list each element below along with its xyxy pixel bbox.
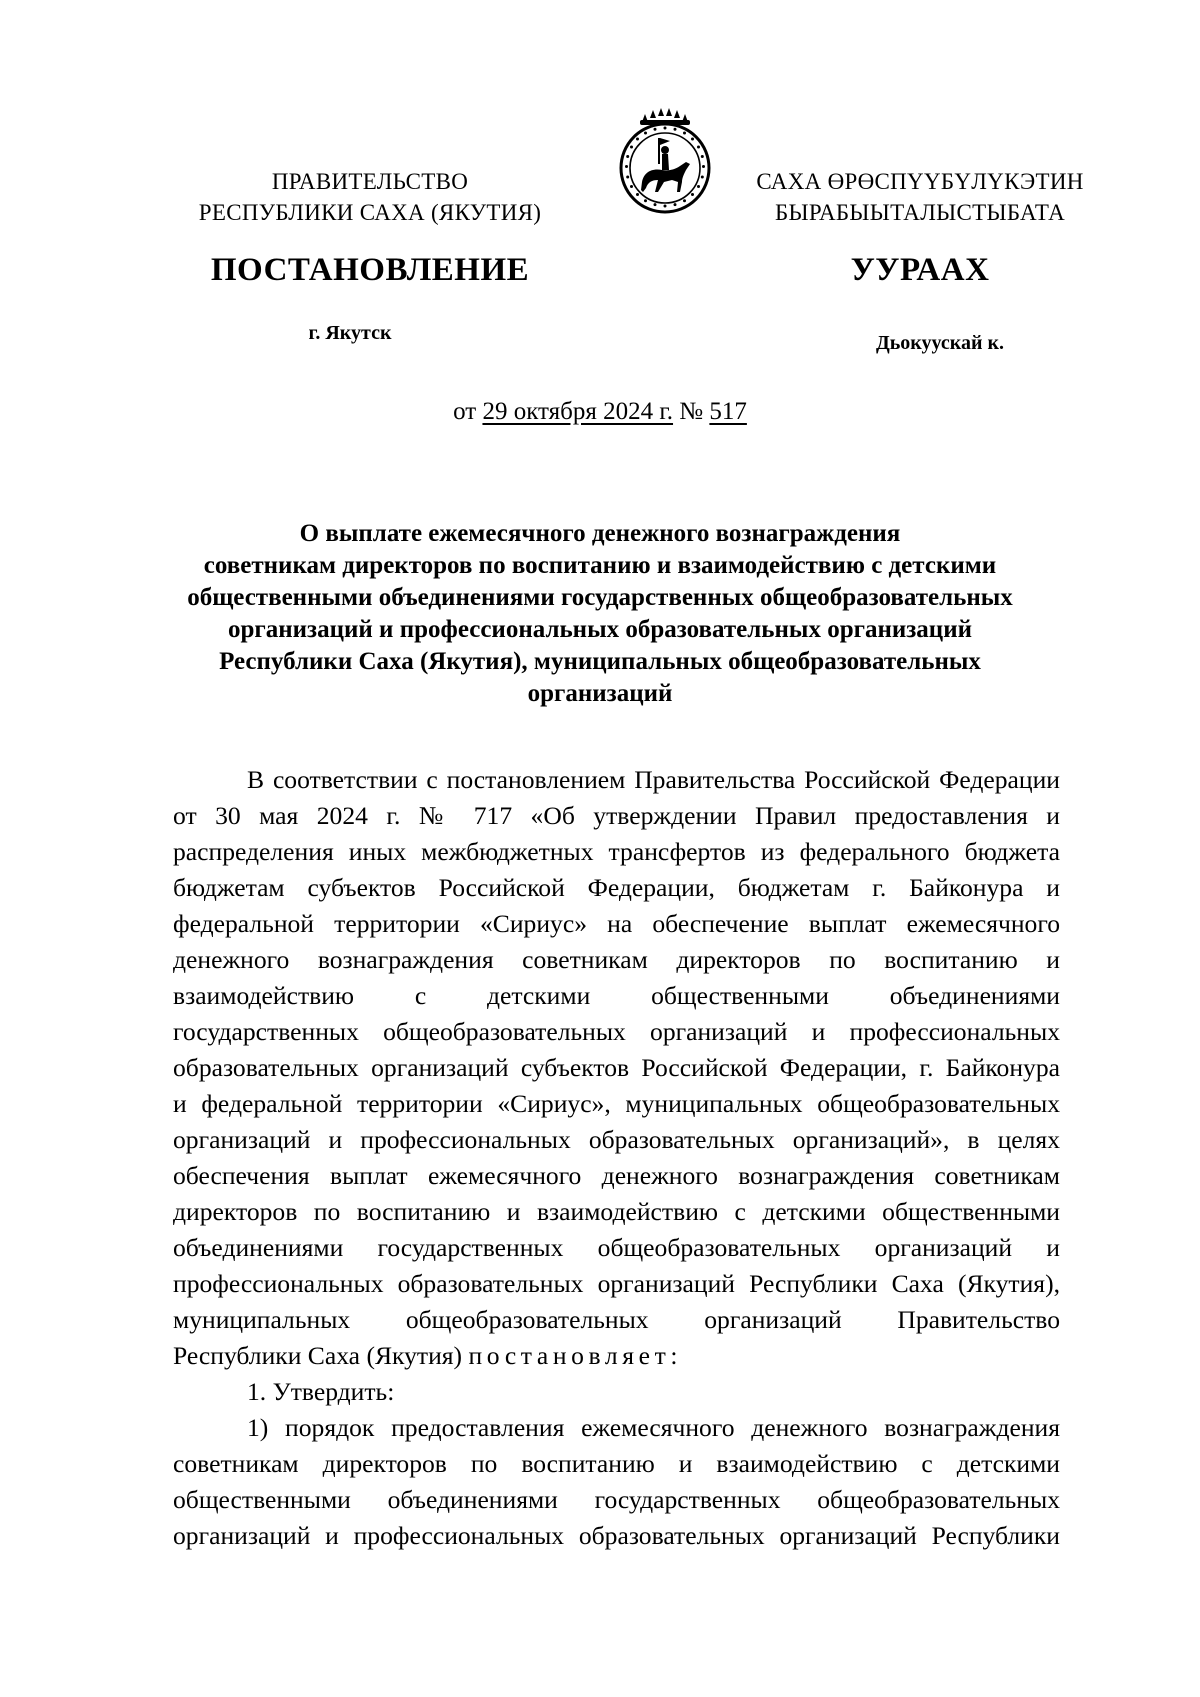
preamble-line: В соответствии с постановлением Правительства Российской Федерации xyxy=(247,765,1060,794)
title-line: общественными объединениями государственных общеобразовательных xyxy=(187,584,1013,611)
preamble-line: денежного вознаграждения советникам директоров по воспитанию и xyxy=(173,945,1060,974)
preamble-last-line xyxy=(173,1338,1060,1374)
issuer-sah-line1: САХА ӨРӨСПҮҮБҮЛҮКЭТИН xyxy=(756,169,1084,194)
date-number-line xyxy=(0,398,1200,426)
document-number: 517 xyxy=(709,398,747,425)
preamble-line: обеспечения выплат ежемесячного денежного вознаграждения советникам xyxy=(173,1161,1060,1190)
title-line: организаций xyxy=(527,680,673,707)
doc-type-sah: УУРААХ xyxy=(850,252,990,288)
doc-type-ru: ПОСТАНОВЛЕНИЕ xyxy=(210,252,530,288)
preamble-line: директоров по воспитанию и взаимодействию с детскими общественными xyxy=(173,1197,1060,1226)
preamble-line: от 30 мая 2024 г. № 717 «Об утверждении Правил предоставления и xyxy=(173,801,1060,830)
issuer-ru-line2: РЕСПУБЛИКИ САХА (ЯКУТИЯ) xyxy=(198,200,542,225)
preamble-line: распределения иных межбюджетных трансфертов из федерального бюджета xyxy=(173,837,1060,866)
preamble-line: государственных общеобразовательных организаций и профессиональных xyxy=(173,1017,1060,1046)
date-prefix: от xyxy=(453,398,483,425)
title-line: организаций и профессиональных образовательных организаций xyxy=(227,616,973,643)
title-line: советникам директоров по воспитанию и взаимодействию с детскими xyxy=(203,552,997,579)
preamble-line: взаимодействию с детскими общественными объединениями xyxy=(173,981,1060,1010)
preamble-line: объединениями государственных общеобразовательных организаций и xyxy=(173,1233,1060,1262)
decree-word: постановляет: xyxy=(468,1341,683,1370)
title-line: О выплате ежемесячного денежного вознаграждения xyxy=(299,520,901,547)
preamble-line: организаций и профессиональных образовательных организаций», в целях xyxy=(173,1125,1060,1154)
subitem-line: организаций и профессиональных образовательных организаций Республики xyxy=(173,1521,1060,1550)
city-sah: Дьокуускай к. xyxy=(875,332,1005,354)
city-ru: г. Якутск xyxy=(308,322,392,344)
issuer-ru-line1: ПРАВИТЕЛЬСТВО xyxy=(271,169,469,194)
preamble-line: образовательных организаций субъектов Российской Федерации, г. Байконура xyxy=(173,1053,1060,1082)
preamble-line: и федеральной территории «Сириус», муниципальных общеобразовательных xyxy=(173,1089,1060,1118)
subitem-line: 1) порядок предоставления ежемесячного денежного вознаграждения xyxy=(247,1413,1060,1442)
preamble-last: Республики Саха (Якутия) xyxy=(173,1341,463,1370)
document-date: 29 октября 2024 г. xyxy=(482,398,674,425)
number-label: № xyxy=(673,398,710,425)
document-title xyxy=(150,518,1050,710)
issuer-sah xyxy=(740,166,1100,228)
issuer-ru xyxy=(160,166,580,228)
preamble-line: федеральной территории «Сириус» на обеспечение выплат ежемесячного xyxy=(173,909,1060,938)
subitem-line: общественными объединениями государственных общеобразовательных xyxy=(173,1485,1060,1514)
subitem-line: советникам директоров по воспитанию и взаимодействию с детскими xyxy=(173,1449,1060,1478)
preamble-line: муниципальных общеобразовательных организаций Правительство xyxy=(173,1305,1060,1334)
preamble-paragraph xyxy=(173,762,1060,1554)
title-line: Республики Саха (Якутия), муниципальных общеобразовательных xyxy=(219,648,981,675)
coat-of-arms-sakha-icon xyxy=(612,108,718,216)
preamble-line: бюджетам субъектов Российской Федерации, бюджетам г. Байконура и xyxy=(173,873,1060,902)
item-1: 1. Утвердить: xyxy=(247,1377,395,1406)
issuer-sah-line2: БЫРАБЫЫТАЛЫСТЫБАТА xyxy=(774,200,1066,225)
preamble-line: профессиональных образовательных организаций Республики Саха (Якутия), xyxy=(173,1269,1060,1298)
